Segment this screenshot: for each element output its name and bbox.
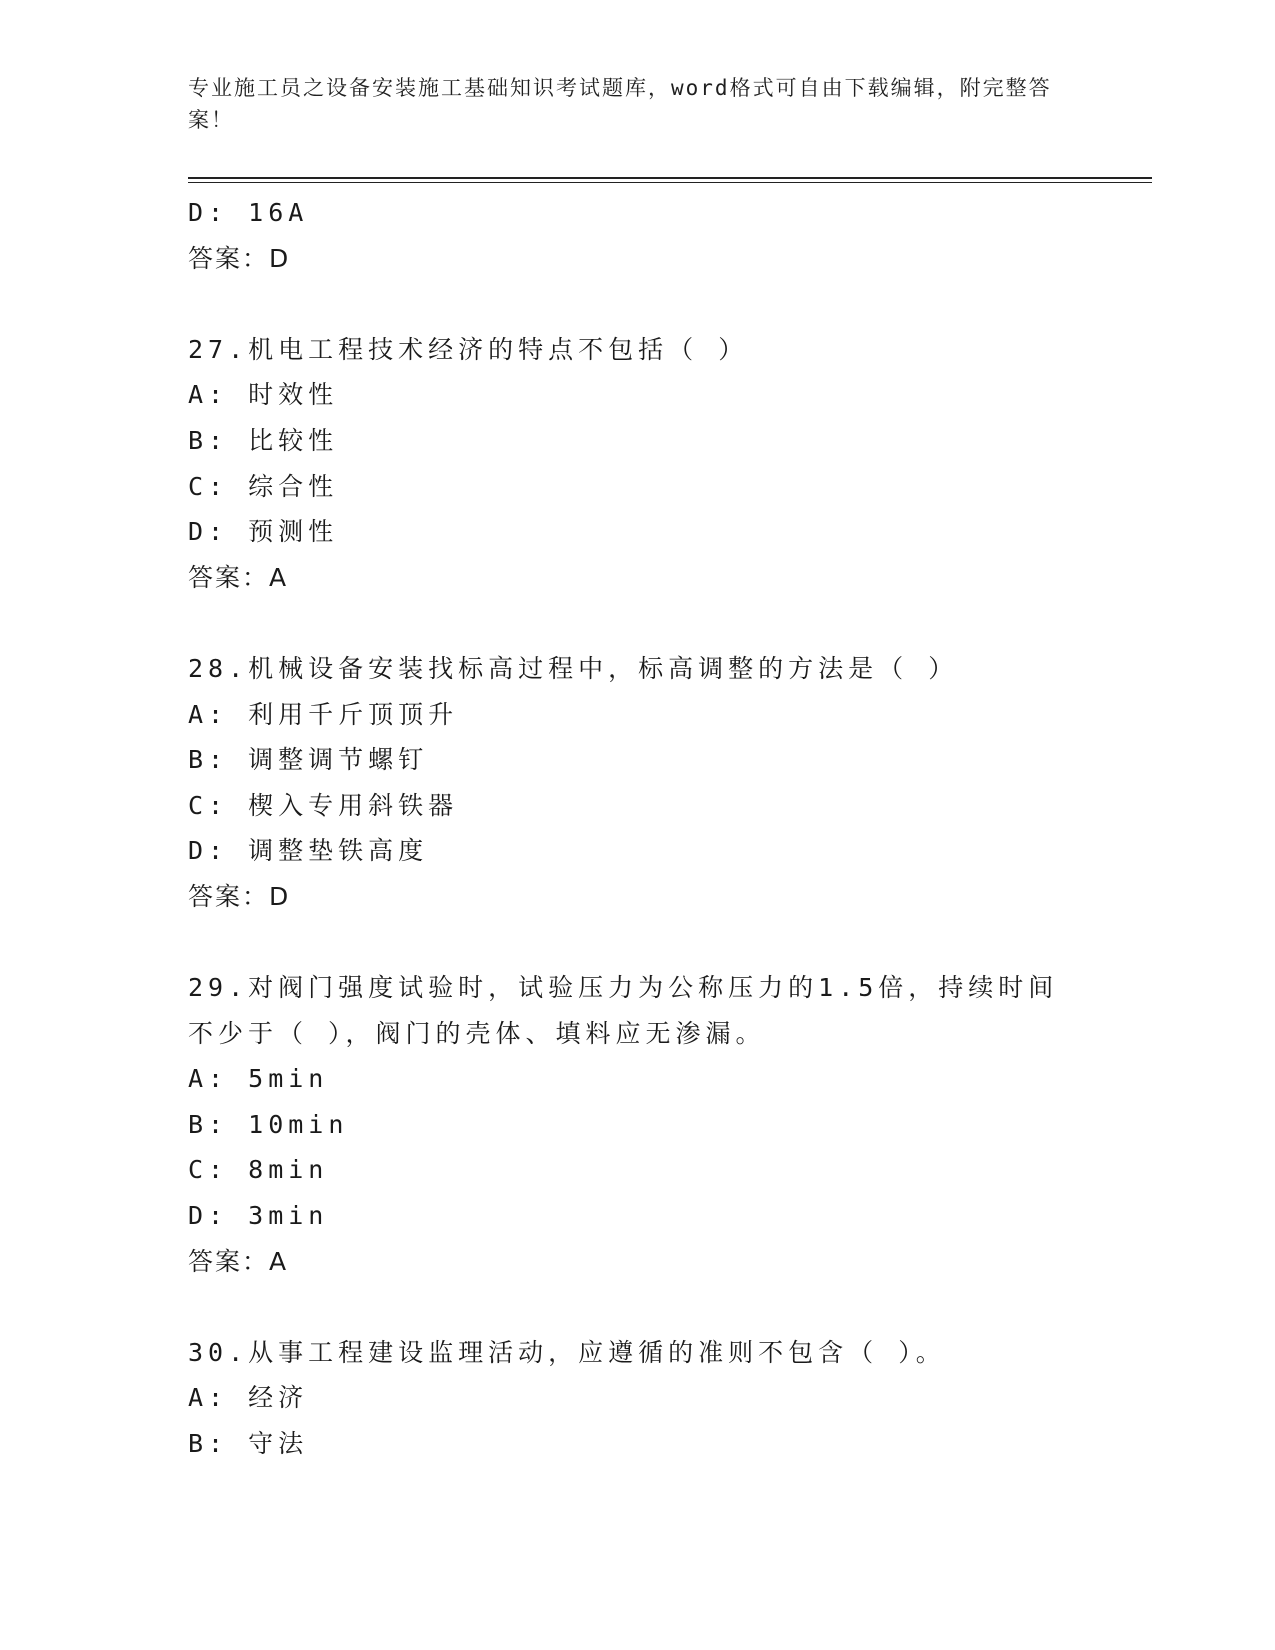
answer-line: 答案：A <box>188 562 289 592</box>
option-d: D: 16A <box>188 198 309 227</box>
option-d: D: 3min <box>188 1201 329 1231</box>
spacer <box>188 281 1088 327</box>
option-c: C: 楔入专用斜铁器 <box>188 790 459 820</box>
option-b: B: 比较性 <box>188 425 339 455</box>
option-a: A: 经济 <box>188 1383 309 1413</box>
spacer <box>188 1284 1088 1330</box>
option-c: C: 8min <box>188 1155 329 1185</box>
option-a: A: 利用千斤顶顶升 <box>188 699 459 729</box>
question-stem: 29.对阀门强度试验时，试验压力为公称压力的1.5倍，持续时间不少于（ ），阀门的壳体、填料应无渗漏。 <box>188 973 1059 1048</box>
option-d: D: 调整垫铁高度 <box>188 836 429 866</box>
question-27 <box>188 327 1088 601</box>
answer-line: 答案：A <box>188 1246 289 1276</box>
question-list <box>188 190 1088 1467</box>
spacer <box>188 600 1088 646</box>
option-b: B: 10min <box>188 1109 349 1139</box>
option-b: B: 守法 <box>188 1429 309 1459</box>
page-header: 专业施工员之设备安装施工基础知识考试题库，word格式可自由下载编辑，附完整答案！ <box>188 76 1052 132</box>
spacer <box>188 920 1088 966</box>
answer-line: 答案：D <box>188 881 291 911</box>
header-rule-thick <box>188 177 1152 179</box>
option-d: D: 预测性 <box>188 517 339 547</box>
question-30 <box>188 1330 1088 1467</box>
question-stem: 30.从事工程建设监理活动，应遵循的准则不包含（ ）。 <box>188 1337 946 1367</box>
option-b: B: 调整调节螺钉 <box>188 745 429 775</box>
option-a: A: 5min <box>188 1064 329 1094</box>
question-29 <box>188 965 1088 1284</box>
question-28 <box>188 646 1088 920</box>
question-stem: 27.机电工程技术经济的特点不包括（ ） <box>188 334 749 364</box>
question-stem: 28.机械设备安装找标高过程中，标高调整的方法是（ ） <box>188 653 959 683</box>
option-c: C: 综合性 <box>188 471 339 501</box>
answer-line: 答案：D <box>188 243 291 273</box>
option-a: A: 时效性 <box>188 380 339 410</box>
header-rule-thin <box>188 182 1152 183</box>
